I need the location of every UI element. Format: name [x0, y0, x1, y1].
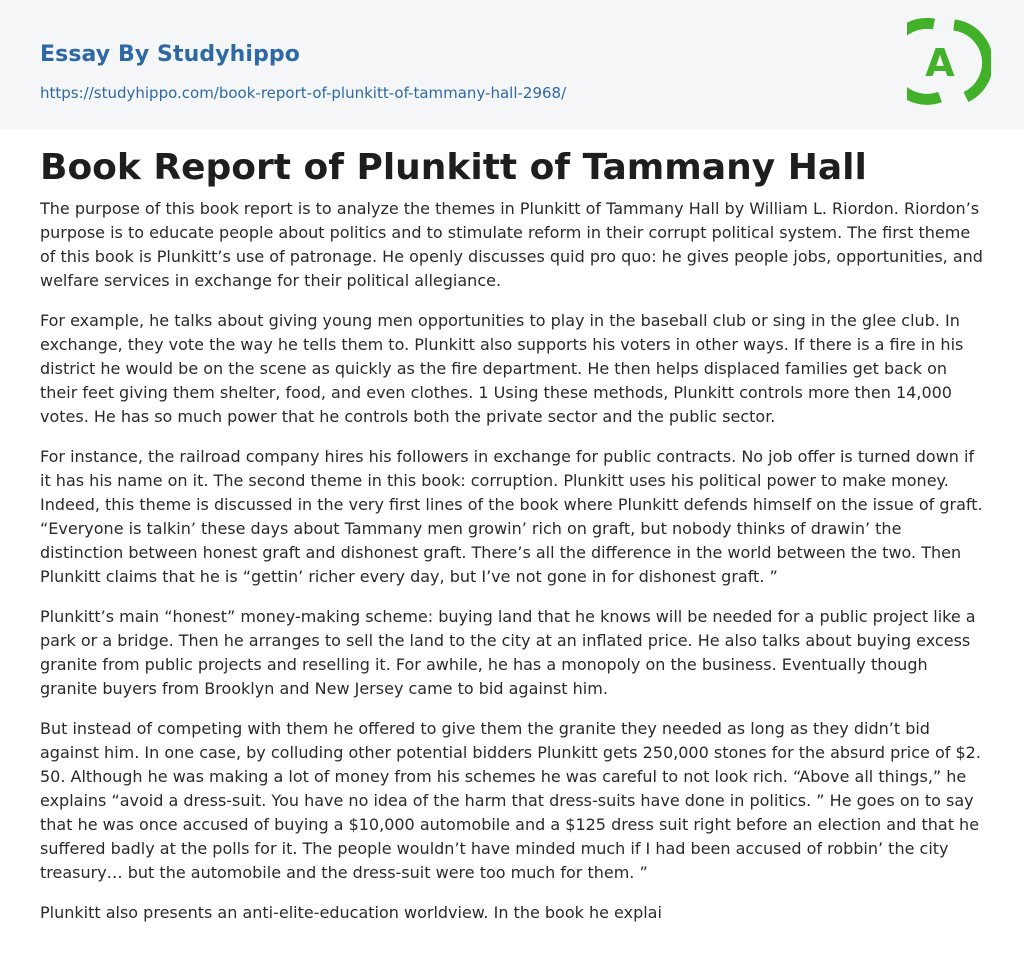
article-paragraph: The purpose of this book report is to analyze the themes in Plunkitt of Tammany Hall by William L. Riordon. Riordon’s purpose is to educate people about politics and to stimulate reform in their corrupt political system. The first theme of this book is Plunkitt’s use of patronage. He openly discusses quid pro quo: he gives people jobs, opportunities, and welfare services in exchange for their political allegiance.: [40, 199, 983, 290]
page-title: Book Report of Plunkitt of Tammany Hall: [40, 147, 867, 188]
logo-letter: A: [925, 41, 955, 85]
site-header: [0, 0, 1024, 129]
site-title[interactable]: Essay By Studyhippo: [40, 42, 300, 67]
article-paragraph: For example, he talks about giving young men opportunities to play in the baseball club or sing in the glee club. In exchange, they vote the way he tells them to. Plunkitt also supports his voters in other ways. If there is a fire in his district he would be on the scene as quickly as the fire department. He then helps displaced families get back on their feet giving them shelter, food, and even clothes. 1 Using these methods, Plunkitt controls more then 14,000 votes. He has so much power that he controls both the private sector and the public sector.: [40, 311, 964, 426]
article: [0, 129, 1024, 925]
article-paragraph: Plunkitt also presents an anti-elite-education worldview. In the book he explai: [40, 903, 662, 922]
article-paragraph: For instance, the railroad company hires his followers in exchange for public contracts. No job offer is turned down if it has his name on it. The second theme in this book: corruption. Plunkitt uses his political power to make money. Indeed, this theme is discussed in the very first lines of the book where Plunkitt defends himself on the issue of graft. “Everyone is talkin’ these days about Tammany men growin’ rich on graft, but nobody thinks of drawin’ the distinction between honest graft and dishonest graft. There’s all the difference in the world between the two. Then Plunkitt claims that he is “gettin’ richer every day, but I’ve not gone in for dishonest graft. ”: [40, 447, 983, 586]
studyhippo-logo-icon[interactable]: [907, 17, 991, 107]
article-paragraph: But instead of competing with them he offered to give them the granite they needed as long as they didn’t bid against him. In one case, by colluding other potential bidders Plunkitt gets 250,000 stones for the absurd price of $2. 50. Although he was making a lot of money from his schemes he was careful to not look rich. “Above all things,” he explains “avoid a dress-suit. You have no idea of the harm that dress-suits have done in politics. ” He goes on to say that he was once accused of buying a $10,000 automobile and a $125 dress suit right before an election and that he suffered badly at the polls for it. The people wouldn’t have minded much if I had been accused of robbin’ the city treasury… but the automobile and the dress-suit were too much for them. ”: [40, 719, 981, 882]
source-url-link[interactable]: https://studyhippo.com/book-report-of-plunkitt-of-tammany-hall-2968/: [40, 84, 567, 102]
article-paragraph: Plunkitt’s main “honest” money-making scheme: buying land that he knows will be needed for a public project like a park or a bridge. Then he arranges to sell the land to the city at an inflated price. He also talks about buying excess granite from public projects and reselling it. For awhile, he has a monopoly on the business. Eventually though granite buyers from Brooklyn and New Jersey came to bid against him.: [40, 607, 976, 698]
